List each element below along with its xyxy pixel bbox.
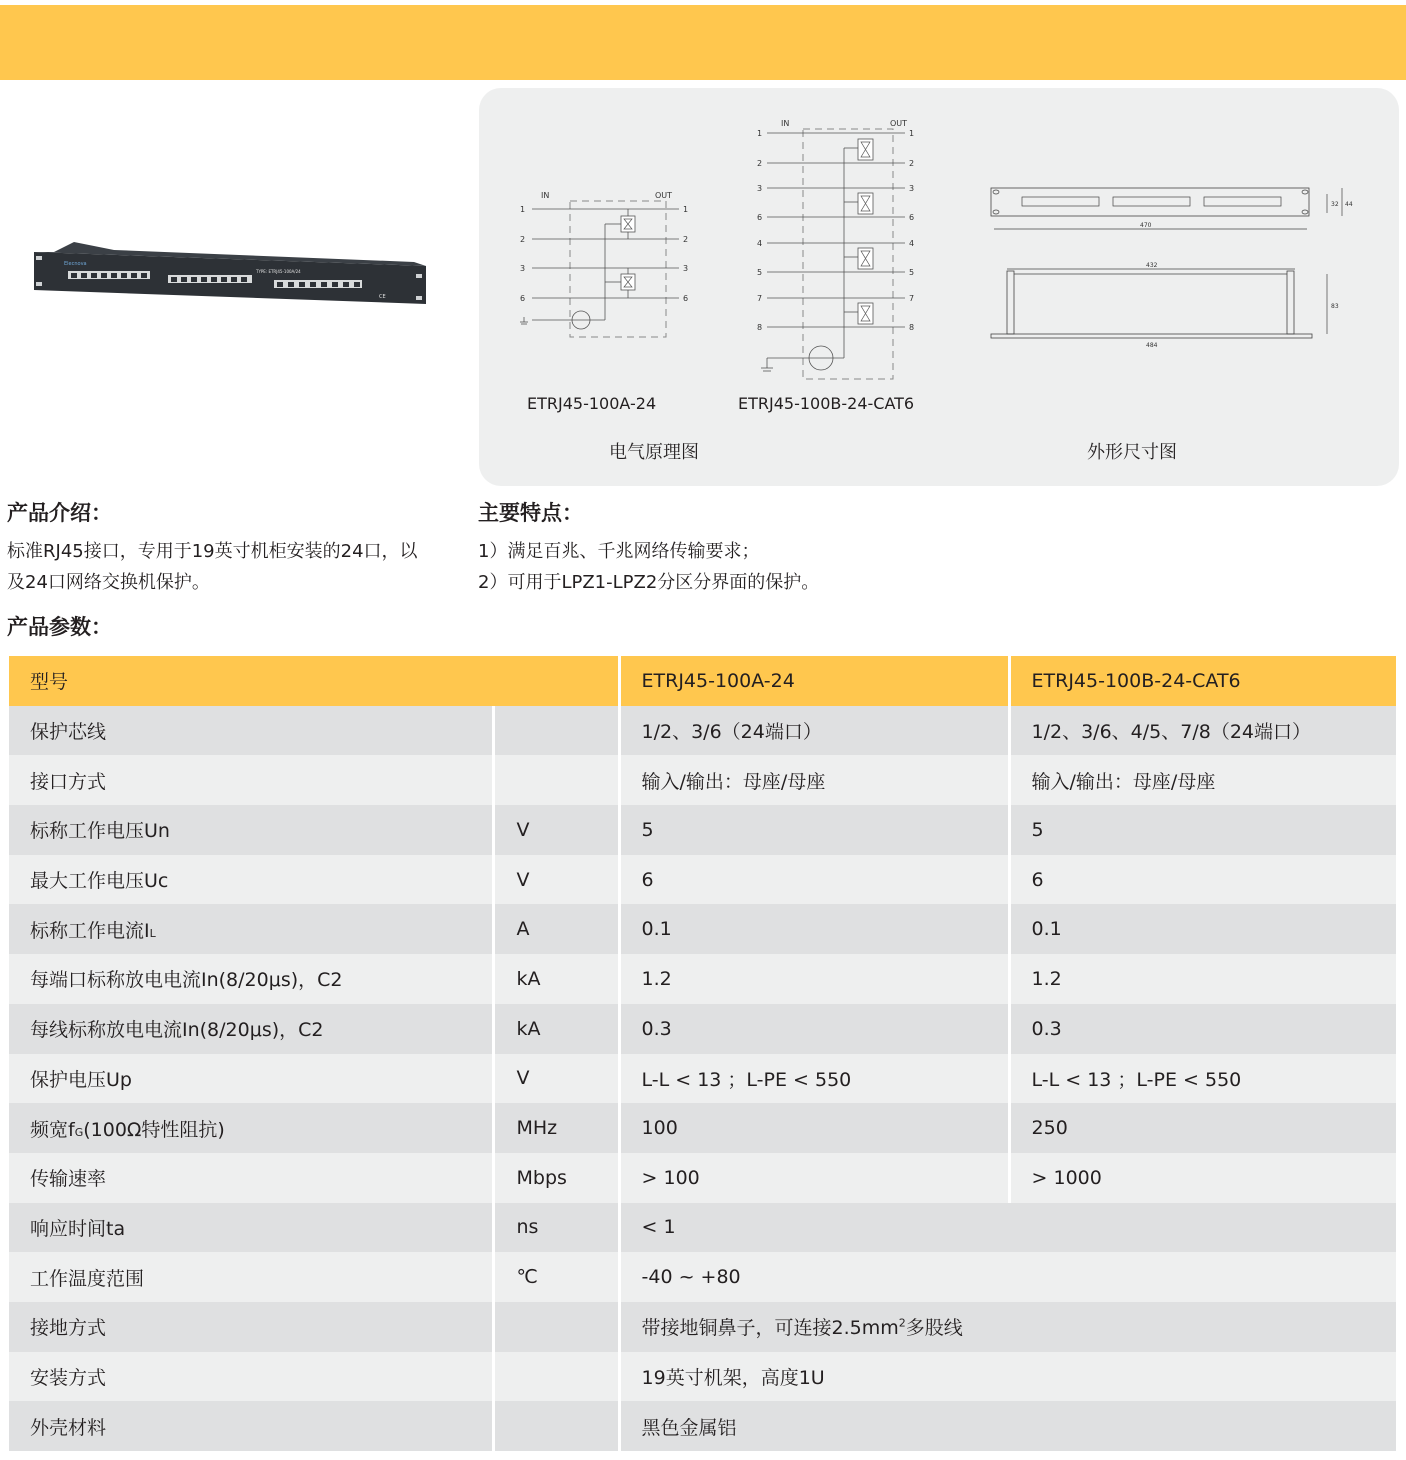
dimension-drawing <box>979 178 1359 348</box>
header-model-b: ETRJ45-100B-24-CAT6 <box>1009 656 1396 706</box>
svg-text:Elecnova: Elecnova <box>64 261 87 267</box>
table-row <box>9 1103 1396 1153</box>
param-unit: V <box>493 1054 619 1104</box>
param-value-a: 1.2 <box>619 954 1009 1004</box>
svg-text:6: 6 <box>757 213 763 222</box>
param-name: 每端口标称放电电流In(8/20μs)，C2 <box>9 954 493 1004</box>
param-value-b: 1/2、3/6、4/5、7/8（24端口） <box>1009 706 1396 756</box>
svg-text:4: 4 <box>757 239 763 248</box>
svg-text:OUT: OUT <box>890 119 908 128</box>
svg-text:44: 44 <box>1345 201 1353 208</box>
table-row <box>9 706 1396 756</box>
feature-item: 2）可用于LPZ1-LPZ2分区分界面的保护。 <box>478 572 820 593</box>
spec-table <box>9 656 1396 1451</box>
param-value-a: > 100 <box>619 1153 1009 1203</box>
param-value-a: 1/2、3/6（24端口） <box>619 706 1009 756</box>
param-unit: ℃ <box>493 1252 619 1302</box>
schematic-b-model-label: ETRJ45-100B-24-CAT6 <box>738 394 915 413</box>
svg-text:6: 6 <box>520 294 526 303</box>
table-row <box>9 1252 1396 1302</box>
param-value-b: 5 <box>1009 805 1396 855</box>
table-row <box>9 1054 1396 1104</box>
svg-text:3: 3 <box>757 184 763 193</box>
param-name: 标称工作电压Un <box>9 805 493 855</box>
svg-text:8: 8 <box>757 323 763 332</box>
param-unit <box>493 1302 619 1352</box>
param-unit: kA <box>493 954 619 1004</box>
svg-text:470: 470 <box>1140 222 1152 229</box>
param-unit <box>493 706 619 756</box>
dimension-diagram-caption: 外形尺寸图 <box>1087 442 1177 463</box>
param-unit <box>493 1401 619 1451</box>
param-name: 接口方式 <box>9 755 493 805</box>
svg-text:432: 432 <box>1146 262 1158 269</box>
param-value-merged: 带接地铜鼻子，可连接$2.5mm^2$多股线 <box>619 1302 1396 1352</box>
svg-text:1: 1 <box>909 129 915 138</box>
svg-text:IN: IN <box>781 119 790 128</box>
param-value-b: 6 <box>1009 855 1396 905</box>
table-header-row <box>9 656 1396 706</box>
table-row <box>9 1203 1396 1253</box>
param-unit: ns <box>493 1203 619 1253</box>
table-row <box>9 1302 1396 1352</box>
param-unit: V <box>493 805 619 855</box>
schematic-a-diagram <box>515 184 705 354</box>
svg-text:8: 8 <box>909 323 915 332</box>
param-value-merged: 黑色金属铝 <box>619 1401 1396 1451</box>
param-unit: A <box>493 904 619 954</box>
param-unit <box>493 1352 619 1402</box>
svg-text:6: 6 <box>909 213 915 222</box>
param-name: 保护芯线 <box>9 706 493 756</box>
table-row <box>9 1352 1396 1402</box>
table-row <box>9 805 1396 855</box>
schematic-a-model-label: ETRJ45-100A-24 <box>527 394 657 413</box>
intro-text: 标准RJ45接口，专用于19英寸机柜安装的24口，以及24口网络交换机保护。 <box>7 541 418 593</box>
svg-text:IN: IN <box>541 191 550 200</box>
svg-text:6: 6 <box>683 294 689 303</box>
svg-text:83: 83 <box>1331 303 1339 310</box>
svg-text:7: 7 <box>757 294 763 303</box>
param-name: 工作温度范围 <box>9 1252 493 1302</box>
param-value-a: 0.1 <box>619 904 1009 954</box>
table-row <box>9 755 1396 805</box>
header-band <box>0 5 1406 80</box>
svg-text:1: 1 <box>757 129 763 138</box>
param-name: 外壳材料 <box>9 1401 493 1451</box>
svg-text:5: 5 <box>909 268 915 277</box>
param-value-a: 输入/输出：母座/母座 <box>619 755 1009 805</box>
svg-text:TYPE: ETRJ45-100A/24: TYPE: ETRJ45-100A/24 <box>256 269 301 274</box>
header-model-label: 型号 <box>9 656 619 706</box>
svg-text:32: 32 <box>1331 201 1339 208</box>
param-name: 传输速率 <box>9 1153 493 1203</box>
table-row <box>9 1401 1396 1451</box>
param-name: 安装方式 <box>9 1352 493 1402</box>
param-name: 最大工作电压Uc <box>9 855 493 905</box>
param-value-a: 5 <box>619 805 1009 855</box>
svg-text:2: 2 <box>909 159 915 168</box>
svg-text:3: 3 <box>683 264 689 273</box>
param-value-b: 0.3 <box>1009 1004 1396 1054</box>
param-value-b: 输入/输出：母座/母座 <box>1009 755 1396 805</box>
param-value-a: 0.3 <box>619 1004 1009 1054</box>
svg-text:3: 3 <box>909 184 915 193</box>
table-row <box>9 1004 1396 1054</box>
param-value-b: 1.2 <box>1009 954 1396 1004</box>
param-name: 频宽fG(100Ω特性阻抗) <box>9 1103 493 1153</box>
svg-text:4: 4 <box>909 239 915 248</box>
features-heading: 主要特点： <box>478 501 583 525</box>
param-value-b: > 1000 <box>1009 1153 1396 1203</box>
param-value-merged: < 1 <box>619 1203 1396 1253</box>
svg-text:1: 1 <box>520 205 526 214</box>
feature-item: 1）满足百兆、千兆网络传输要求； <box>478 541 760 562</box>
param-value-a: 100 <box>619 1103 1009 1153</box>
param-value-b: 250 <box>1009 1103 1396 1153</box>
param-name: 标称工作电流IL <box>9 904 493 954</box>
svg-text:3: 3 <box>520 264 526 273</box>
table-row <box>9 954 1396 1004</box>
param-unit: kA <box>493 1004 619 1054</box>
params-heading: 产品参数： <box>7 615 112 639</box>
param-unit: Mbps <box>493 1153 619 1203</box>
svg-text:484: 484 <box>1146 342 1158 348</box>
svg-text:2: 2 <box>683 235 689 244</box>
table-row <box>9 904 1396 954</box>
param-value-b: L-L < 13 ；L-PE < 550 <box>1009 1054 1396 1104</box>
svg-text:2: 2 <box>520 235 526 244</box>
features-list <box>478 536 1178 598</box>
param-name: 保护电压Up <box>9 1054 493 1104</box>
param-value-a: 6 <box>619 855 1009 905</box>
param-value-merged: 19英寸机架，高度1U <box>619 1352 1396 1402</box>
header-model-a: ETRJ45-100A-24 <box>619 656 1009 706</box>
svg-text:OUT: OUT <box>655 191 673 200</box>
table-row <box>9 855 1396 905</box>
param-value-a: L-L < 13 ；L-PE < 550 <box>619 1054 1009 1104</box>
intro-heading: 产品介绍： <box>7 501 112 525</box>
svg-text:CE: CE <box>379 294 386 300</box>
param-name: 响应时间ta <box>9 1203 493 1253</box>
svg-text:1: 1 <box>683 205 689 214</box>
param-unit: MHz <box>493 1103 619 1153</box>
table-row <box>9 1153 1396 1203</box>
svg-text:7: 7 <box>909 294 915 303</box>
param-value-b: 0.1 <box>1009 904 1396 954</box>
param-unit <box>493 755 619 805</box>
param-value-merged: -40 ~ +80 <box>619 1252 1396 1302</box>
svg-text:5: 5 <box>757 268 763 277</box>
svg-text:2: 2 <box>757 159 763 168</box>
electrical-diagram-caption: 电气原理图 <box>609 442 699 463</box>
diagram-panel <box>479 88 1399 486</box>
product-photo <box>34 240 426 320</box>
param-name: 接地方式 <box>9 1302 493 1352</box>
param-unit: V <box>493 855 619 905</box>
param-name: 每线标称放电电流In(8/20μs)，C2 <box>9 1004 493 1054</box>
schematic-b-diagram <box>757 112 927 388</box>
